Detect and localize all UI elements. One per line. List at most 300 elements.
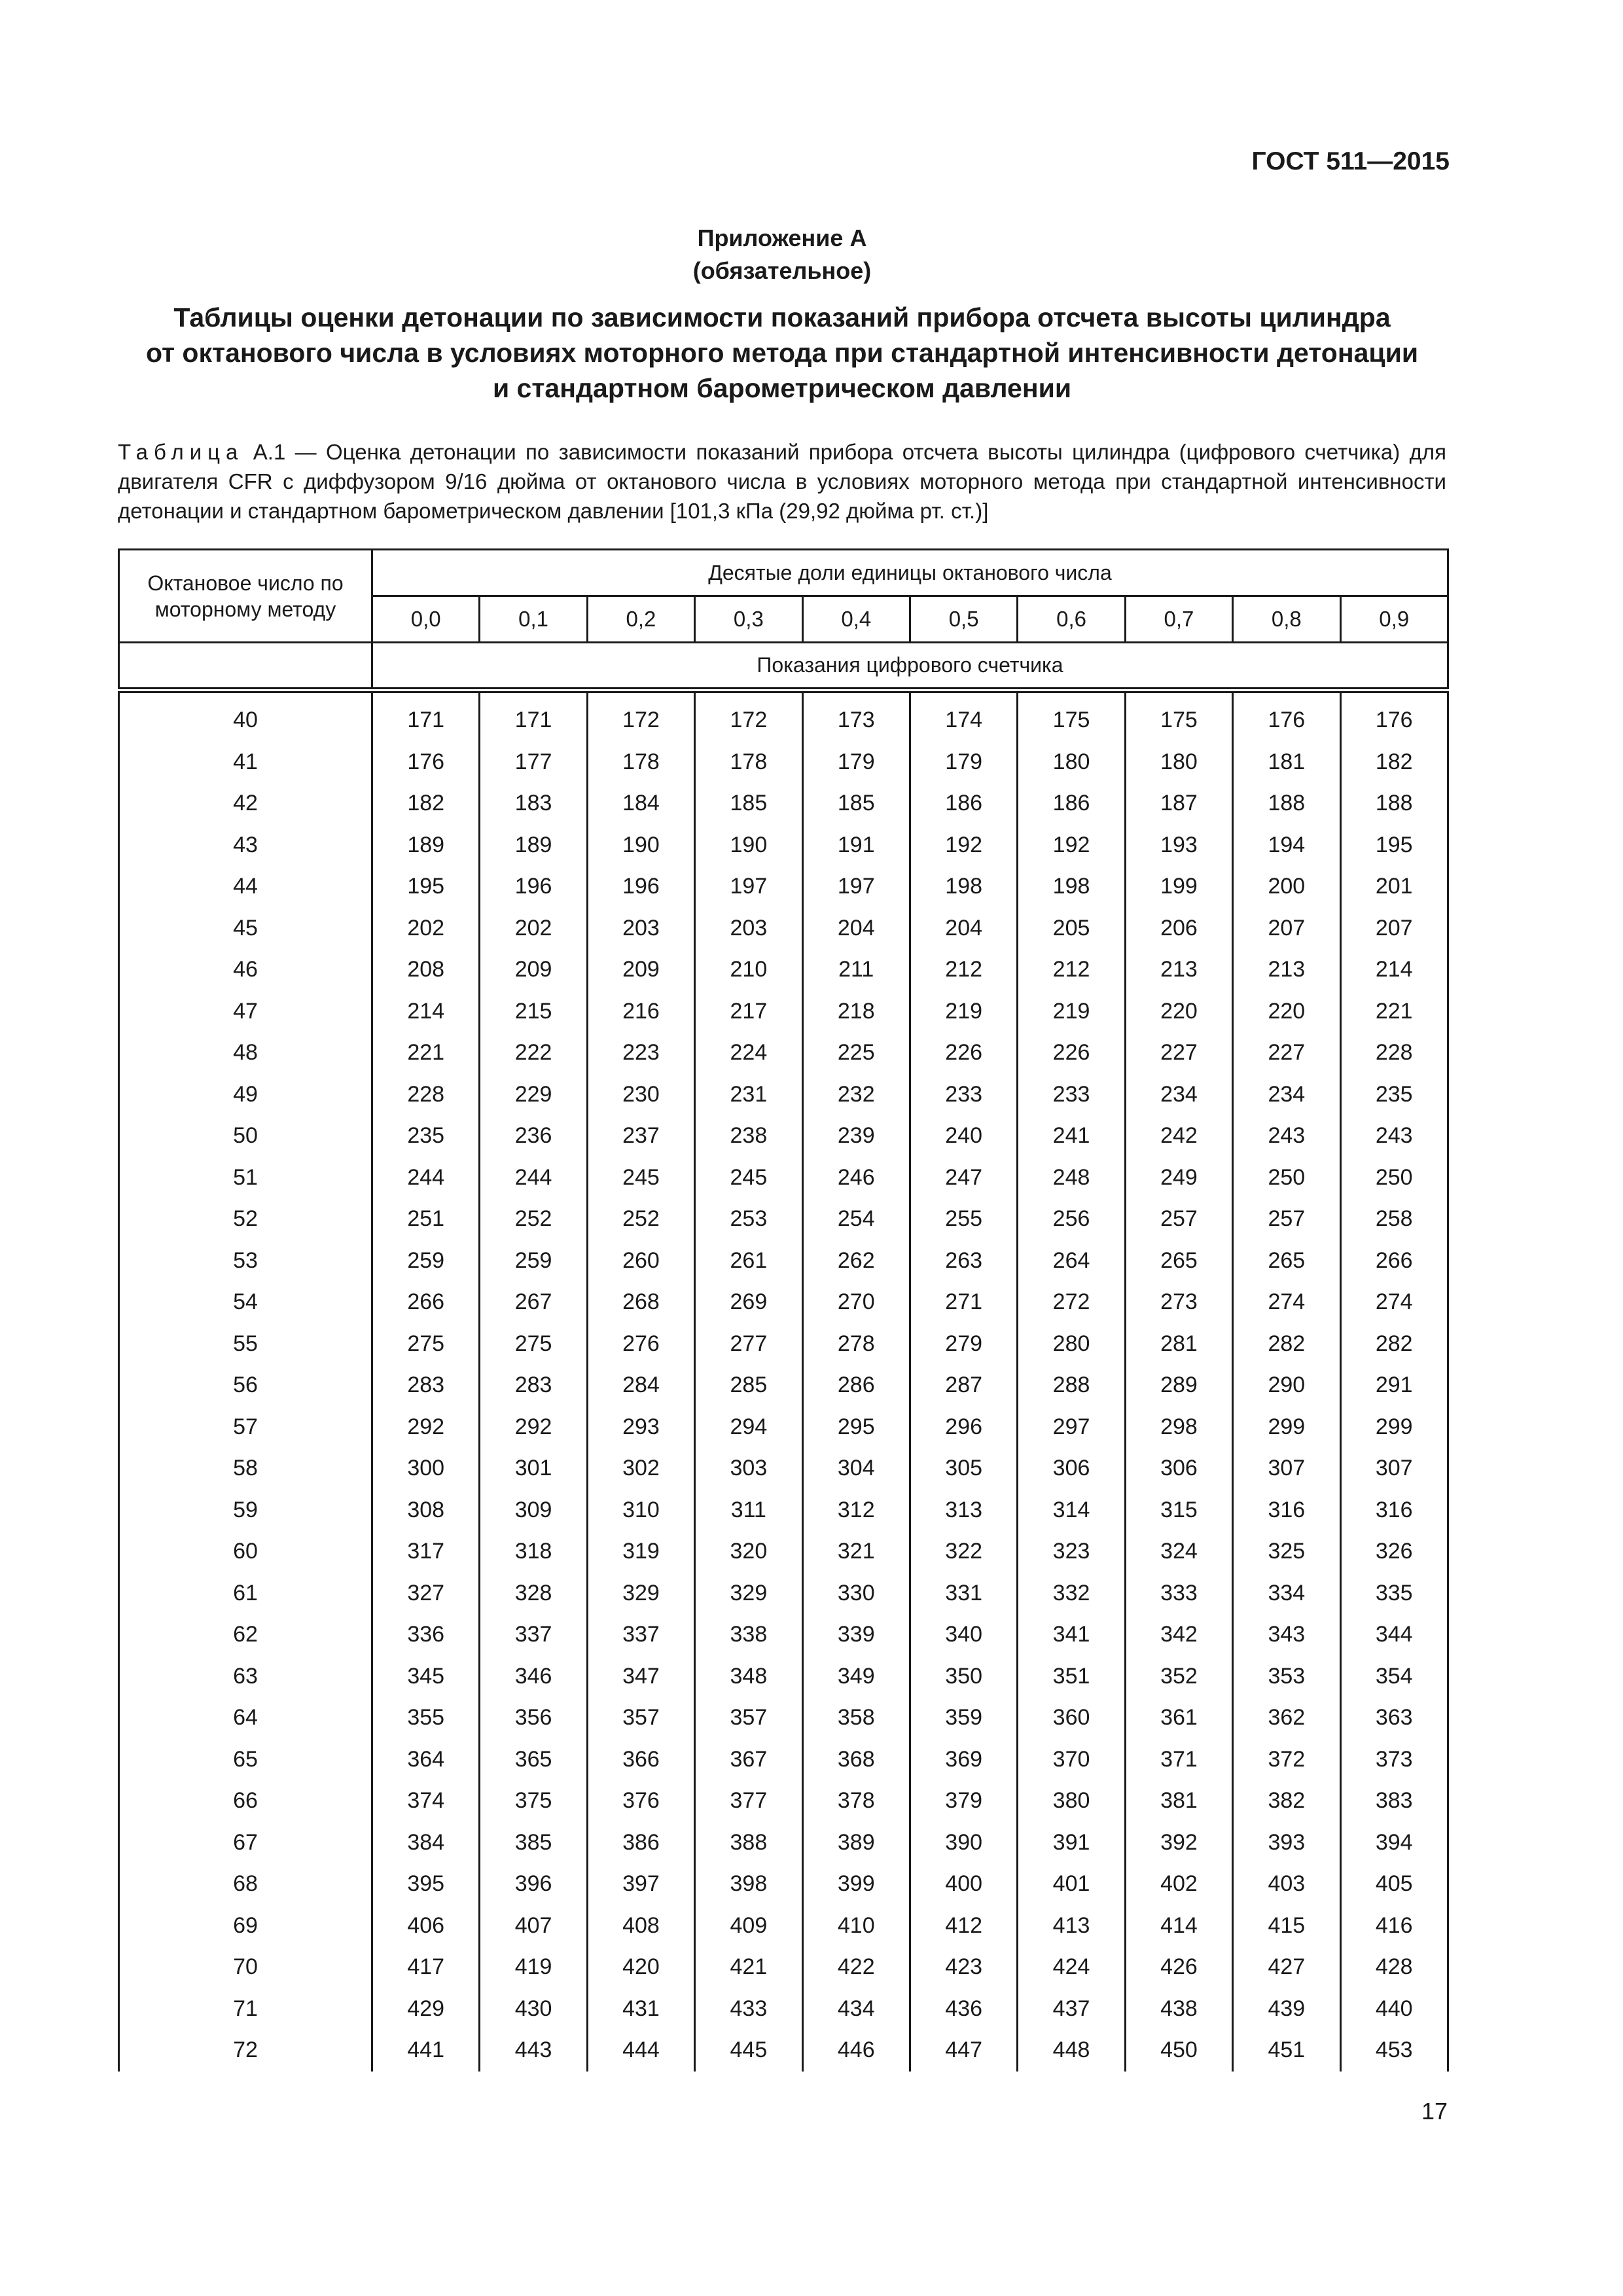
counter-reading-cell: 202 <box>480 908 587 950</box>
counter-reading-cell: 188 <box>1340 783 1448 825</box>
octane-number-cell: 59 <box>119 1490 372 1532</box>
counter-reading-cell: 196 <box>587 866 694 908</box>
counter-reading-cell: 217 <box>695 991 802 1033</box>
octane-number-cell: 69 <box>119 1905 372 1947</box>
table-row <box>119 1531 1448 1573</box>
counter-reading-cell: 330 <box>802 1573 910 1615</box>
counter-reading-cell: 229 <box>480 1074 587 1116</box>
table-row <box>119 1448 1448 1490</box>
counter-reading-cell: 236 <box>480 1115 587 1157</box>
counter-reading-cell: 378 <box>802 1780 910 1822</box>
counter-reading-cell: 363 <box>1340 1697 1448 1739</box>
counter-reading-cell: 356 <box>480 1697 587 1739</box>
counter-reading-cell: 254 <box>802 1198 910 1240</box>
counter-reading-cell: 282 <box>1340 1323 1448 1365</box>
counter-reading-cell: 195 <box>1340 825 1448 867</box>
counter-reading-cell: 235 <box>372 1115 480 1157</box>
counter-reading-cell: 260 <box>587 1240 694 1282</box>
counter-reading-cell: 399 <box>802 1863 910 1905</box>
counter-reading-cell: 215 <box>480 991 587 1033</box>
counter-reading-cell: 269 <box>695 1282 802 1323</box>
counter-reading-cell: 440 <box>1340 1988 1448 2030</box>
table-caption-label: Таблица <box>118 440 244 464</box>
counter-reading-cell: 177 <box>480 742 587 783</box>
counter-reading-cell: 250 <box>1340 1157 1448 1199</box>
octane-number-cell: 42 <box>119 783 372 825</box>
counter-reading-cell: 262 <box>802 1240 910 1282</box>
table-row <box>119 1407 1448 1448</box>
counter-reading-cell: 174 <box>910 691 1017 742</box>
octane-number-cell: 45 <box>119 908 372 950</box>
counter-reading-cell: 211 <box>802 949 910 991</box>
counter-reading-cell: 238 <box>695 1115 802 1157</box>
counter-reading-cell: 204 <box>910 908 1017 950</box>
counter-reading-cell: 198 <box>910 866 1017 908</box>
counter-reading-cell: 349 <box>802 1656 910 1698</box>
counter-reading-cell: 443 <box>480 2030 587 2072</box>
counter-reading-cell: 379 <box>910 1780 1017 1822</box>
counter-reading-cell: 255 <box>910 1198 1017 1240</box>
appendix-label: Приложение А <box>697 224 867 251</box>
counter-reading-cell: 315 <box>1125 1490 1232 1532</box>
counter-reading-cell: 182 <box>372 783 480 825</box>
counter-reading-cell: 214 <box>372 991 480 1033</box>
octane-number-cell: 40 <box>119 691 372 742</box>
counter-reading-cell: 294 <box>695 1407 802 1448</box>
counter-reading-cell: 264 <box>1018 1240 1125 1282</box>
counter-reading-cell: 441 <box>372 2030 480 2072</box>
counter-reading-cell: 446 <box>802 2030 910 2072</box>
counter-reading-cell: 219 <box>1018 991 1125 1033</box>
counter-reading-cell: 437 <box>1018 1988 1125 2030</box>
counter-reading-cell: 225 <box>802 1032 910 1074</box>
counter-reading-cell: 188 <box>1233 783 1340 825</box>
counter-reading-cell: 179 <box>910 742 1017 783</box>
counter-reading-cell: 370 <box>1018 1739 1125 1781</box>
counter-reading-cell: 453 <box>1340 2030 1448 2072</box>
counter-reading-cell: 296 <box>910 1407 1017 1448</box>
counter-reading-cell: 368 <box>802 1739 910 1781</box>
octane-number-cell: 47 <box>119 991 372 1033</box>
counter-reading-cell: 178 <box>695 742 802 783</box>
counter-reading-cell: 346 <box>480 1656 587 1698</box>
counter-reading-cell: 343 <box>1233 1614 1340 1656</box>
table-row <box>119 1656 1448 1698</box>
counter-reading-cell: 190 <box>587 825 694 867</box>
column-header-cell: 0,1 <box>480 596 587 643</box>
counter-reading-cell: 206 <box>1125 908 1232 950</box>
values-header: Показания цифрового счетчика <box>372 643 1448 691</box>
counter-reading-cell: 299 <box>1233 1407 1340 1448</box>
counter-reading-cell: 339 <box>802 1614 910 1656</box>
counter-reading-cell: 179 <box>802 742 910 783</box>
counter-reading-cell: 377 <box>695 1780 802 1822</box>
counter-reading-cell: 234 <box>1233 1074 1340 1116</box>
counter-reading-cell: 265 <box>1233 1240 1340 1282</box>
counter-reading-cell: 358 <box>802 1697 910 1739</box>
table-row <box>119 1198 1448 1240</box>
table-row <box>119 949 1448 991</box>
octane-number-cell: 64 <box>119 1697 372 1739</box>
counter-reading-cell: 366 <box>587 1739 694 1781</box>
counter-reading-cell: 221 <box>372 1032 480 1074</box>
counter-reading-cell: 245 <box>587 1157 694 1199</box>
counter-reading-cell: 245 <box>695 1157 802 1199</box>
counter-reading-cell: 300 <box>372 1448 480 1490</box>
counter-reading-cell: 328 <box>480 1573 587 1615</box>
counter-reading-cell: 175 <box>1125 691 1232 742</box>
counter-reading-cell: 193 <box>1125 825 1232 867</box>
counter-reading-cell: 208 <box>372 949 480 991</box>
table-row <box>119 1988 1448 2030</box>
counter-reading-cell: 344 <box>1340 1614 1448 1656</box>
counter-reading-cell: 326 <box>1340 1531 1448 1573</box>
counter-reading-cell: 286 <box>802 1365 910 1407</box>
counter-reading-cell: 388 <box>695 1822 802 1864</box>
counter-reading-cell: 205 <box>1018 908 1125 950</box>
counter-reading-cell: 258 <box>1340 1198 1448 1240</box>
counter-reading-cell: 280 <box>1018 1323 1125 1365</box>
counter-reading-cell: 424 <box>1018 1946 1125 1988</box>
table-row <box>119 1032 1448 1074</box>
octane-number-cell: 61 <box>119 1573 372 1615</box>
counter-reading-cell: 426 <box>1125 1946 1232 1988</box>
counter-reading-cell: 186 <box>910 783 1017 825</box>
table-row <box>119 742 1448 783</box>
counter-reading-cell: 397 <box>587 1863 694 1905</box>
counter-reading-cell: 420 <box>587 1946 694 1988</box>
octane-number-cell: 66 <box>119 1780 372 1822</box>
counter-reading-cell: 234 <box>1125 1074 1232 1116</box>
counter-reading-cell: 422 <box>802 1946 910 1988</box>
counter-reading-cell: 268 <box>587 1282 694 1323</box>
counter-reading-cell: 332 <box>1018 1573 1125 1615</box>
counter-reading-cell: 423 <box>910 1946 1017 1988</box>
counter-reading-cell: 405 <box>1340 1863 1448 1905</box>
counter-reading-cell: 250 <box>1233 1157 1340 1199</box>
counter-reading-cell: 392 <box>1125 1822 1232 1864</box>
counter-reading-cell: 201 <box>1340 866 1448 908</box>
counter-reading-cell: 391 <box>1018 1822 1125 1864</box>
counter-reading-cell: 444 <box>587 2030 694 2072</box>
table-caption-text: А.1 — Оценка детонации по зависимости показаний прибора отсчета высоты цилиндра (цифрового счетчика) для двигателя CFR с диффузором 9/16 дюйма от октанового числа в условиях моторного метода при стандартной интенсивности детонации и стандартном барометрическом давлении [101,3 кПа (29,92 дюйма рт. ст.)] <box>118 440 1446 523</box>
counter-reading-cell: 287 <box>910 1365 1017 1407</box>
counter-reading-cell: 266 <box>1340 1240 1448 1282</box>
counter-reading-cell: 283 <box>372 1365 480 1407</box>
octane-number-cell: 54 <box>119 1282 372 1323</box>
counter-reading-cell: 450 <box>1125 2030 1232 2072</box>
octane-number-cell: 62 <box>119 1614 372 1656</box>
counter-reading-cell: 183 <box>480 783 587 825</box>
counter-reading-cell: 216 <box>587 991 694 1033</box>
counter-reading-cell: 413 <box>1018 1905 1125 1947</box>
counter-reading-cell: 406 <box>372 1905 480 1947</box>
counter-reading-cell: 210 <box>695 949 802 991</box>
counter-reading-cell: 232 <box>802 1074 910 1116</box>
counter-reading-cell: 419 <box>480 1946 587 1988</box>
counter-reading-cell: 282 <box>1233 1323 1340 1365</box>
table-caption <box>118 437 1446 526</box>
table-row <box>119 1323 1448 1365</box>
counter-reading-cell: 213 <box>1125 949 1232 991</box>
counter-reading-cell: 334 <box>1233 1573 1340 1615</box>
counter-reading-cell: 194 <box>1233 825 1340 867</box>
counter-reading-cell: 351 <box>1018 1656 1125 1698</box>
counter-reading-cell: 373 <box>1340 1739 1448 1781</box>
counter-reading-cell: 228 <box>1340 1032 1448 1074</box>
counter-reading-cell: 383 <box>1340 1780 1448 1822</box>
counter-reading-cell: 223 <box>587 1032 694 1074</box>
counter-reading-cell: 228 <box>372 1074 480 1116</box>
counter-reading-cell: 407 <box>480 1905 587 1947</box>
counter-reading-cell: 347 <box>587 1656 694 1698</box>
counter-reading-cell: 281 <box>1125 1323 1232 1365</box>
table-body <box>119 691 1448 2072</box>
counter-reading-cell: 271 <box>910 1282 1017 1323</box>
document-number: ГОСТ 511—2015 <box>1251 147 1450 175</box>
table-row <box>119 783 1448 825</box>
octane-number-cell: 70 <box>119 1946 372 1988</box>
counter-reading-cell: 283 <box>480 1365 587 1407</box>
counter-reading-cell: 362 <box>1233 1697 1340 1739</box>
counter-reading-cell: 181 <box>1233 742 1340 783</box>
counter-reading-cell: 364 <box>372 1739 480 1781</box>
counter-reading-cell: 395 <box>372 1863 480 1905</box>
counter-reading-cell: 197 <box>695 866 802 908</box>
counter-reading-cell: 267 <box>480 1282 587 1323</box>
counter-reading-cell: 248 <box>1018 1157 1125 1199</box>
table-row <box>119 1074 1448 1116</box>
counter-reading-cell: 389 <box>802 1822 910 1864</box>
counter-reading-cell: 385 <box>480 1822 587 1864</box>
table-row <box>119 1614 1448 1656</box>
counter-reading-cell: 212 <box>910 949 1017 991</box>
table-header <box>119 550 1448 691</box>
counter-reading-cell: 317 <box>372 1531 480 1573</box>
column-header-cell: 0,3 <box>695 596 802 643</box>
counter-reading-cell: 372 <box>1233 1739 1340 1781</box>
counter-reading-cell: 376 <box>587 1780 694 1822</box>
counter-reading-cell: 410 <box>802 1905 910 1947</box>
counter-reading-cell: 219 <box>910 991 1017 1033</box>
counter-reading-cell: 390 <box>910 1822 1017 1864</box>
counter-reading-cell: 381 <box>1125 1780 1232 1822</box>
octane-number-cell: 48 <box>119 1032 372 1074</box>
octane-number-cell: 58 <box>119 1448 372 1490</box>
counter-reading-cell: 306 <box>1125 1448 1232 1490</box>
counter-reading-cell: 239 <box>802 1115 910 1157</box>
counter-reading-cell: 337 <box>587 1614 694 1656</box>
counter-reading-cell: 436 <box>910 1988 1017 2030</box>
counter-reading-cell: 398 <box>695 1863 802 1905</box>
counter-reading-cell: 430 <box>480 1988 587 2030</box>
table-row <box>119 1905 1448 1947</box>
table-row <box>119 1573 1448 1615</box>
octane-number-cell: 65 <box>119 1739 372 1781</box>
octane-number-cell: 44 <box>119 866 372 908</box>
counter-reading-cell: 365 <box>480 1739 587 1781</box>
appendix-status: (обязательное) <box>692 257 872 284</box>
counter-reading-cell: 241 <box>1018 1115 1125 1157</box>
column-header-cell: 0,0 <box>372 596 480 643</box>
counter-reading-cell: 244 <box>480 1157 587 1199</box>
counter-reading-cell: 305 <box>910 1448 1017 1490</box>
counter-reading-cell: 312 <box>802 1490 910 1532</box>
counter-reading-cell: 369 <box>910 1739 1017 1781</box>
counter-reading-cell: 414 <box>1125 1905 1232 1947</box>
counter-reading-cell: 220 <box>1125 991 1232 1033</box>
table-row <box>119 991 1448 1033</box>
counter-reading-cell: 307 <box>1233 1448 1340 1490</box>
column-header-cell: 0,4 <box>802 596 910 643</box>
octane-number-cell: 41 <box>119 742 372 783</box>
octane-number-cell: 71 <box>119 1988 372 2030</box>
counter-reading-cell: 221 <box>1340 991 1448 1033</box>
counter-reading-cell: 309 <box>480 1490 587 1532</box>
counter-reading-cell: 380 <box>1018 1780 1125 1822</box>
counter-reading-cell: 290 <box>1233 1365 1340 1407</box>
counter-reading-cell: 445 <box>695 2030 802 2072</box>
column-header-cell: 0,5 <box>910 596 1017 643</box>
counter-reading-cell: 199 <box>1125 866 1232 908</box>
counter-reading-cell: 218 <box>802 991 910 1033</box>
counter-reading-cell: 197 <box>802 866 910 908</box>
table-row <box>119 1240 1448 1282</box>
counter-reading-cell: 196 <box>480 866 587 908</box>
counter-reading-cell: 274 <box>1340 1282 1448 1323</box>
counter-reading-cell: 247 <box>910 1157 1017 1199</box>
counter-reading-cell: 295 <box>802 1407 910 1448</box>
counter-reading-cell: 402 <box>1125 1863 1232 1905</box>
table-row <box>119 1365 1448 1407</box>
counter-reading-cell: 204 <box>802 908 910 950</box>
table-row <box>119 825 1448 867</box>
counter-reading-cell: 319 <box>587 1531 694 1573</box>
counter-reading-cell: 322 <box>910 1531 1017 1573</box>
table-row <box>119 1863 1448 1905</box>
table-row <box>119 908 1448 950</box>
octane-number-cell: 57 <box>119 1407 372 1448</box>
counter-reading-cell: 409 <box>695 1905 802 1947</box>
counter-reading-cell: 374 <box>372 1780 480 1822</box>
counter-reading-cell: 438 <box>1125 1988 1232 2030</box>
counter-reading-cell: 292 <box>480 1407 587 1448</box>
counter-reading-cell: 214 <box>1340 949 1448 991</box>
counter-reading-cell: 226 <box>910 1032 1017 1074</box>
counter-reading-cell: 357 <box>587 1697 694 1739</box>
counter-reading-cell: 415 <box>1233 1905 1340 1947</box>
counter-reading-cell: 350 <box>910 1656 1017 1698</box>
counter-reading-cell: 202 <box>372 908 480 950</box>
counter-reading-cell: 416 <box>1340 1905 1448 1947</box>
table-row <box>119 1780 1448 1822</box>
octane-number-cell: 53 <box>119 1240 372 1282</box>
counter-reading-cell: 251 <box>372 1198 480 1240</box>
counter-reading-cell: 401 <box>1018 1863 1125 1905</box>
counter-reading-cell: 275 <box>480 1323 587 1365</box>
counter-reading-cell: 292 <box>372 1407 480 1448</box>
column-header-cell: 0,2 <box>587 596 694 643</box>
row-header-cell: Октановое число по моторному методу <box>119 550 372 643</box>
octane-number-cell: 50 <box>119 1115 372 1157</box>
counter-reading-cell: 428 <box>1340 1946 1448 1988</box>
counter-reading-cell: 243 <box>1233 1115 1340 1157</box>
counter-reading-cell: 293 <box>587 1407 694 1448</box>
counter-reading-cell: 313 <box>910 1490 1017 1532</box>
counter-reading-cell: 249 <box>1125 1157 1232 1199</box>
counter-reading-cell: 357 <box>695 1697 802 1739</box>
counter-reading-cell: 371 <box>1125 1739 1232 1781</box>
counter-reading-cell: 400 <box>910 1863 1017 1905</box>
counter-reading-cell: 230 <box>587 1074 694 1116</box>
counter-reading-cell: 448 <box>1018 2030 1125 2072</box>
counter-reading-cell: 175 <box>1018 691 1125 742</box>
octane-number-cell: 51 <box>119 1157 372 1199</box>
table-row <box>119 1115 1448 1157</box>
column-group-header: Десятые доли единицы октанового числа <box>372 550 1448 596</box>
counter-reading-cell: 447 <box>910 2030 1017 2072</box>
counter-reading-cell: 303 <box>695 1448 802 1490</box>
counter-reading-cell: 213 <box>1233 949 1340 991</box>
counter-reading-cell: 311 <box>695 1490 802 1532</box>
counter-reading-cell: 299 <box>1340 1407 1448 1448</box>
counter-reading-cell: 220 <box>1233 991 1340 1033</box>
counter-reading-cell: 451 <box>1233 2030 1340 2072</box>
counter-reading-cell: 288 <box>1018 1365 1125 1407</box>
counter-reading-cell: 323 <box>1018 1531 1125 1573</box>
counter-reading-cell: 266 <box>372 1282 480 1323</box>
counter-reading-cell: 189 <box>372 825 480 867</box>
counter-reading-cell: 427 <box>1233 1946 1340 1988</box>
counter-reading-cell: 256 <box>1018 1198 1125 1240</box>
counter-reading-cell: 261 <box>695 1240 802 1282</box>
counter-reading-cell: 198 <box>1018 866 1125 908</box>
counter-reading-cell: 244 <box>372 1157 480 1199</box>
counter-reading-cell: 240 <box>910 1115 1017 1157</box>
page-number: 17 <box>1421 2098 1448 2125</box>
counter-reading-cell: 209 <box>587 949 694 991</box>
counter-reading-cell: 361 <box>1125 1697 1232 1739</box>
counter-reading-cell: 274 <box>1233 1282 1340 1323</box>
counter-reading-cell: 394 <box>1340 1822 1448 1864</box>
column-header-cell: 0,8 <box>1233 596 1340 643</box>
octane-number-cell: 49 <box>119 1074 372 1116</box>
counter-reading-cell: 253 <box>695 1198 802 1240</box>
appendix-title-line: Таблицы оценки детонации по зависимости показаний прибора отсчета высоты цилиндра <box>173 302 1391 332</box>
octane-number-cell: 52 <box>119 1198 372 1240</box>
counter-reading-cell: 203 <box>587 908 694 950</box>
counter-reading-cell: 421 <box>695 1946 802 1988</box>
counter-reading-cell: 308 <box>372 1490 480 1532</box>
blank-header-cell <box>119 643 372 691</box>
counter-reading-cell: 171 <box>372 691 480 742</box>
counter-reading-cell: 331 <box>910 1573 1017 1615</box>
counter-reading-cell: 337 <box>480 1614 587 1656</box>
table-row <box>119 1282 1448 1323</box>
counter-reading-cell: 302 <box>587 1448 694 1490</box>
counter-reading-cell: 316 <box>1340 1490 1448 1532</box>
counter-reading-cell: 433 <box>695 1988 802 2030</box>
counter-reading-cell: 185 <box>695 783 802 825</box>
counter-reading-cell: 186 <box>1018 783 1125 825</box>
table-row <box>119 2030 1448 2072</box>
counter-reading-cell: 207 <box>1233 908 1340 950</box>
counter-reading-cell: 367 <box>695 1739 802 1781</box>
counter-reading-cell: 222 <box>480 1032 587 1074</box>
table-row <box>119 1157 1448 1199</box>
counter-reading-cell: 393 <box>1233 1822 1340 1864</box>
octane-number-cell: 72 <box>119 2030 372 2072</box>
